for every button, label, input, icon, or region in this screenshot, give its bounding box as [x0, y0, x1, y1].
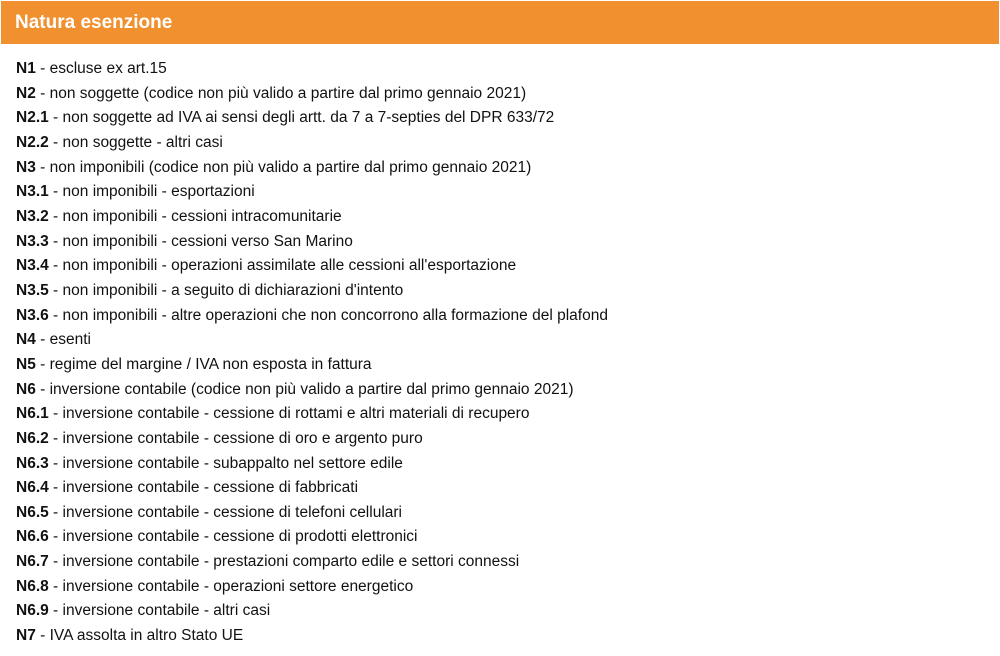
list-item [16, 304, 608, 329]
list-item [16, 106, 608, 131]
exemption-description: - inversione contabile - cessione di rottami e altri materiali di recupero [48, 405, 530, 423]
list-item [16, 599, 608, 624]
list-item [16, 131, 608, 156]
exemption-description: - non imponibili - a seguito di dichiarazioni d'intento [48, 281, 404, 299]
exemption-description: - non imponibili - altre operazioni che non concorrono alla formazione del plafond [48, 306, 608, 324]
list-item [16, 452, 608, 477]
exemption-code: N3.5 [16, 281, 49, 299]
exemption-code: N2.2 [16, 133, 49, 151]
exemption-description: - non imponibili - operazioni assimilate alle cessioni all'esportazione [48, 257, 517, 275]
list-item [16, 624, 608, 649]
exemption-code: N6.9 [16, 602, 49, 620]
list-item [16, 378, 608, 403]
list-item [16, 279, 608, 304]
exemption-code: N6.1 [16, 405, 49, 423]
exemption-description: - regime del margine / IVA non esposta in fattura [35, 355, 372, 373]
exemption-code: N6.6 [16, 528, 49, 546]
exemption-description: - esenti [35, 331, 91, 349]
list-item [16, 82, 608, 107]
exemption-description: - non imponibili - esportazioni [48, 183, 255, 201]
exemption-description: - non soggette ad IVA ai sensi degli artt. da 7 a 7-septies del DPR 633/72 [48, 109, 555, 127]
exemption-description: - non soggette (codice non più valido a partire dal primo gennaio 2021) [35, 84, 527, 102]
exemption-description: - inversione contabile - altri casi [48, 602, 271, 620]
exemption-description: - inversione contabile - subappalto nel settore edile [48, 454, 403, 472]
exemption-description: - non imponibili - cessioni intracomunitarie [48, 207, 342, 225]
list-item [16, 402, 608, 427]
exemption-code: N4 [16, 331, 36, 349]
exemption-code: N6.3 [16, 454, 49, 472]
exemption-description: - inversione contabile - cessione di fabbricati [48, 479, 359, 497]
list-item [16, 427, 608, 452]
exemption-description: - escluse ex art.15 [35, 60, 167, 77]
exemption-description: - IVA assolta in altro Stato UE [35, 627, 244, 645]
exemption-description: - inversione contabile - cessione di prodotti elettronici [48, 528, 418, 546]
section-header [1, 1, 999, 44]
list-item [16, 476, 608, 501]
list-item [16, 180, 608, 205]
exemption-description: - non imponibili (codice non più valido a partire dal primo gennaio 2021) [35, 158, 532, 176]
exemption-code: N6.4 [16, 479, 49, 497]
exemption-code: N7 [16, 627, 36, 645]
exemption-code: N3.3 [16, 232, 49, 250]
list-item [16, 254, 608, 279]
exemption-description: - non soggette - altri casi [48, 133, 223, 151]
exemption-description: - inversione contabile - operazioni settore energetico [48, 577, 414, 595]
exemption-description: - inversione contabile (codice non più valido a partire dal primo gennaio 2021) [35, 380, 574, 398]
list-item [16, 156, 608, 181]
exemption-code: N2.1 [16, 109, 49, 127]
exemption-code: N2 [16, 84, 36, 102]
exemption-code: N6 [16, 380, 36, 398]
exemption-description: - inversione contabile - cessione di oro e argento puro [48, 429, 423, 447]
exemption-code: N6.2 [16, 429, 49, 447]
list-item [16, 230, 608, 255]
list-item [16, 550, 608, 575]
exemption-code: N5 [16, 355, 36, 373]
exemption-code: N3 [16, 158, 36, 176]
exemption-code: N6.5 [16, 503, 49, 521]
list-item [16, 57, 608, 82]
list-item [16, 205, 608, 230]
list-item [16, 353, 608, 378]
exemption-description: - non imponibili - cessioni verso San Marino [48, 232, 353, 250]
exemption-code: N1 [16, 60, 36, 77]
list-item [16, 525, 608, 550]
exemption-list [16, 57, 608, 649]
exemption-description: - inversione contabile - cessione di telefoni cellulari [48, 503, 402, 521]
list-item [16, 501, 608, 526]
exemption-description: - inversione contabile - prestazioni comparto edile e settori connessi [48, 553, 520, 571]
exemption-code: N3.2 [16, 207, 49, 225]
exemption-code: N3.1 [16, 183, 49, 201]
exemption-code: N6.8 [16, 577, 49, 595]
exemption-code: N3.4 [16, 257, 49, 275]
exemption-code: N6.7 [16, 553, 49, 571]
list-item [16, 575, 608, 600]
list-item [16, 328, 608, 353]
section-title: Natura esenzione [15, 11, 173, 33]
exemption-code: N3.6 [16, 306, 49, 324]
